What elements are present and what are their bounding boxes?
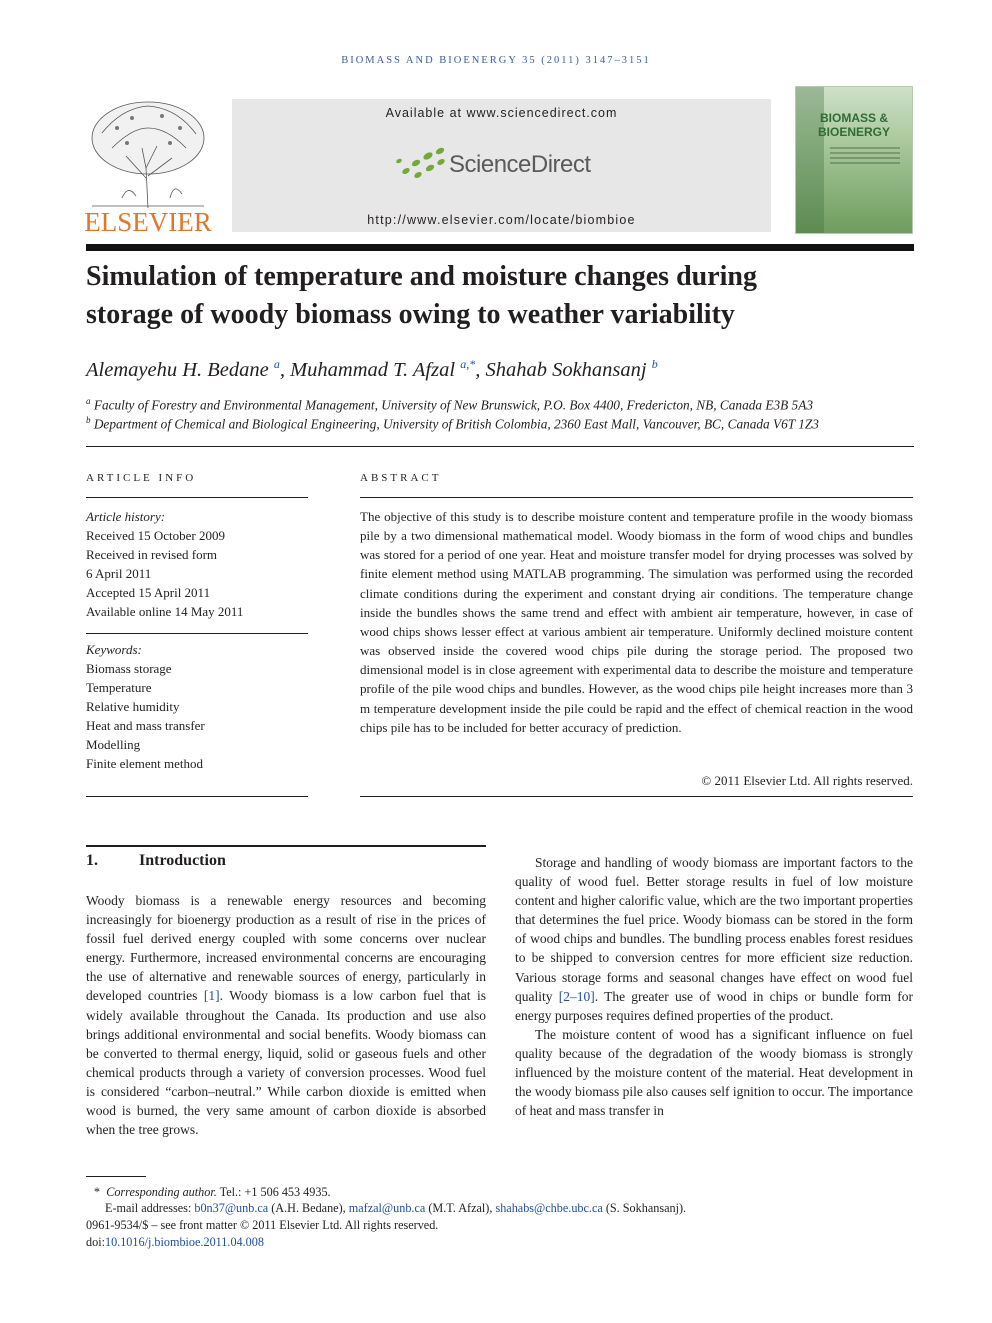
keyword-item: Biomass storage	[86, 661, 172, 676]
journal-url[interactable]: http://www.elsevier.com/locate/biombioe	[367, 213, 636, 227]
section-title: Introduction	[139, 852, 226, 869]
email-label: E-mail addresses:	[105, 1201, 195, 1215]
sciencedirect-dots-icon	[396, 145, 448, 183]
author-affil-mark[interactable]: a	[273, 357, 280, 371]
corresponding-phone: Tel.: +1 506 453 4935.	[216, 1185, 331, 1199]
keyword-item: Temperature	[86, 680, 152, 695]
corresponding-author-note	[94, 1185, 331, 1200]
abstract-bottom-rule	[360, 796, 913, 797]
abstract-rule	[360, 497, 913, 498]
abstract-copyright: © 2011 Elsevier Ltd. All rights reserved.	[701, 773, 913, 788]
history-item: Available online 14 May 2011	[86, 604, 244, 619]
section-rule	[86, 845, 486, 847]
history-item: Accepted 15 April 2011	[86, 585, 211, 600]
affiliation-b	[86, 415, 819, 432]
author-affil-mark[interactable]: b	[651, 357, 658, 371]
keyword-item: Finite element method	[86, 756, 203, 771]
cover-title-line2: BIOENERGY	[817, 125, 890, 139]
citation-link[interactable]: [1]	[203, 988, 220, 1004]
affiliation-mark: a	[86, 396, 91, 406]
cover-title	[796, 111, 912, 139]
footnote-rule	[86, 1176, 146, 1177]
cover-title-line1: BIOMASS &	[819, 111, 888, 125]
email-owner: (M.T. Afzal),	[425, 1201, 496, 1215]
sciencedirect-logo	[396, 145, 616, 185]
article-info-rule	[86, 497, 308, 498]
paper-title	[86, 258, 914, 334]
author-name: Muhammad T. Afzal	[290, 358, 456, 381]
banner-available-text: Available at www.sciencedirect.com	[385, 106, 618, 120]
paper-title-line2: storage of woody biomass owing to weather variability	[86, 299, 735, 330]
article-info-heading: ARTICLE INFO	[86, 472, 197, 484]
history-item: Received 15 October 2009	[86, 528, 225, 543]
cover-strip	[796, 87, 824, 233]
cover-text-lines	[830, 147, 900, 167]
keywords-rule	[86, 633, 308, 634]
author-list	[86, 357, 658, 382]
doi-line	[86, 1235, 264, 1250]
paper-title-line1: Simulation of temperature and moisture changes during	[86, 261, 757, 292]
info-bottom-rule	[86, 796, 308, 797]
abstract-text: The objective of this study is to describe moisture content and temperature profile in the woody biomass pile by a two dimensional mathematical model. Woody biomass in the form of wood chips and bundles was stored for a period of one year. Heat and moisture transfer model for drying processes was solved by finite element method using MATLAB programming. The simulation was performed using the recorded climate conditions during the experiment and constant drying air conditions. The temperature change inside the bundles shows the same trend and effect with ambient air temperature, however, in case of wood chips shows lesser effect at various ambient air temperature. Uniformly declined moisture content was observed inside the covered wood chips pile during the storage period. The proposed two dimensional model is in close agreement with experimental data to describe the moisture and temperature profile of the pile wood chips and bundles. However, as the wood chips pile height increases more than 3 m temperature development inside the pile could be rapid and the effect of chemical reaction in the wood chips pile has to be included for better accuracy of prediction.	[360, 509, 913, 735]
elsevier-logo	[82, 98, 214, 238]
article-history	[86, 507, 308, 621]
citation-link[interactable]: [2–10]	[558, 988, 595, 1004]
intro-paragraph: The moisture content of wood has a significant influence on fuel quality because of the degradation of the woody biomass is strongly influenced by the moisture content of the material. Heat development in the woody biomass pile also causes self ignition to occur. The importance of heat and mass transfer in	[515, 1026, 913, 1119]
history-label: Article history:	[86, 509, 166, 524]
publisher-name: ELSEVIER	[84, 207, 212, 237]
author-separator: ,	[475, 358, 486, 381]
intro-right-column	[515, 853, 913, 1120]
history-item: 6 April 2011	[86, 566, 152, 581]
paragraph-text: . The greater use of wood in chips or bundle form for energy purposes requires defined properties of the product.	[515, 988, 914, 1023]
keywords-label: Keywords:	[86, 642, 142, 657]
keyword-item: Modelling	[86, 737, 141, 752]
history-item: Received in revised form	[86, 547, 218, 562]
email-link[interactable]: mafzal@unb.ca	[348, 1201, 426, 1215]
journal-cover	[795, 86, 913, 234]
elsevier-tree-icon	[82, 98, 214, 210]
paragraph-text: Storage and handling of woody biomass are important factors to the quality of wood fuel. Better storage results in fuel of low moisture content and higher calorific value, which are the two important properties that determines the fuel price. Woody biomass can be stored in the form of wood chips and bundles. The bundling process enables forest residues to be shipped to conversion centres for more efficient size reduction. Various storage forms and seasonal changes have effect on wood fuel quality	[515, 855, 913, 1004]
doi-link[interactable]: 10.1016/j.biombioe.2011.04.008	[104, 1235, 264, 1249]
email-link[interactable]: b0n37@unb.ca	[194, 1201, 269, 1215]
intro-paragraph	[515, 853, 913, 1025]
author-name: Shahab Sokhansanj	[485, 358, 647, 381]
header-rule	[86, 244, 914, 251]
corresponding-label: Corresponding author.	[106, 1185, 217, 1199]
doi-label: doi:	[86, 1235, 105, 1249]
email-note	[105, 1201, 686, 1216]
issn-line: 0961-9534/$ – see front matter © 2011 Elsevier Ltd. All rights reserved.	[86, 1218, 439, 1232]
paragraph-text: Woody biomass is a renewable energy resources and becoming increasingly for bioenergy production as a result of rise in the prices of fossil fuel derived energy coupled with some concerns over nuclear energy. Furthermore, increased environmental concerns are encouraging the use of alternative and renewable sources of energy, particularly in developed countries	[86, 893, 486, 1004]
email-owner: (A.H. Bedane),	[268, 1201, 349, 1215]
affiliation-text: Department of Chemical and Biological Engineering, University of British Colombia, 2360 East Mall, Vancouver, BC, Canada V6T 1Z3	[93, 416, 819, 432]
email-owner: (S. Sokhansanj).	[602, 1201, 687, 1215]
sciencedirect-wordmark: ScienceDirect	[449, 151, 591, 178]
intro-left-column	[86, 891, 486, 1139]
keywords	[86, 640, 308, 773]
paragraph-text: . Woody biomass is a low carbon fuel that is widely available throughout the Canada. Its production and use also brings additional environmental and social benefits. Woody biomass can be converted to thermal energy, liquid, solid or gaseous fuels and other chemical products through a variety of conversion processes. Wood fuel is considered “carbon–neutral.” While carbon dioxide is emitted when wood is burned, the very same amount of carbon dioxide is absorbed when the tree grows.	[86, 988, 486, 1138]
section-heading	[86, 852, 226, 870]
affiliation-mark: b	[86, 415, 91, 425]
keyword-item: Relative humidity	[86, 699, 180, 714]
section-number: 1.	[86, 852, 98, 869]
affiliation-rule	[86, 446, 914, 447]
intro-paragraph	[86, 891, 486, 1139]
author-name: Alemayehu H. Bedane	[86, 358, 269, 381]
journal-reference: BIOMASS AND BIOENERGY 35 (2011) 3147–3151	[341, 55, 651, 66]
affiliation-a	[86, 396, 813, 413]
sciencedirect-banner	[232, 99, 771, 232]
email-link[interactable]: shahabs@chbe.ubc.ca	[495, 1201, 603, 1215]
keyword-item: Heat and mass transfer	[86, 718, 205, 733]
affiliation-text: Faculty of Forestry and Environmental Management, University of New Brunswick, P.O. Box 4400, Fredericton, NB, Canada E3B 5A3	[93, 397, 813, 413]
author-separator: ,	[279, 358, 291, 381]
footnote-star: *	[94, 1185, 101, 1199]
abstract-heading: ABSTRACT	[360, 472, 442, 484]
author-affil-mark[interactable]: a,*	[460, 357, 476, 371]
